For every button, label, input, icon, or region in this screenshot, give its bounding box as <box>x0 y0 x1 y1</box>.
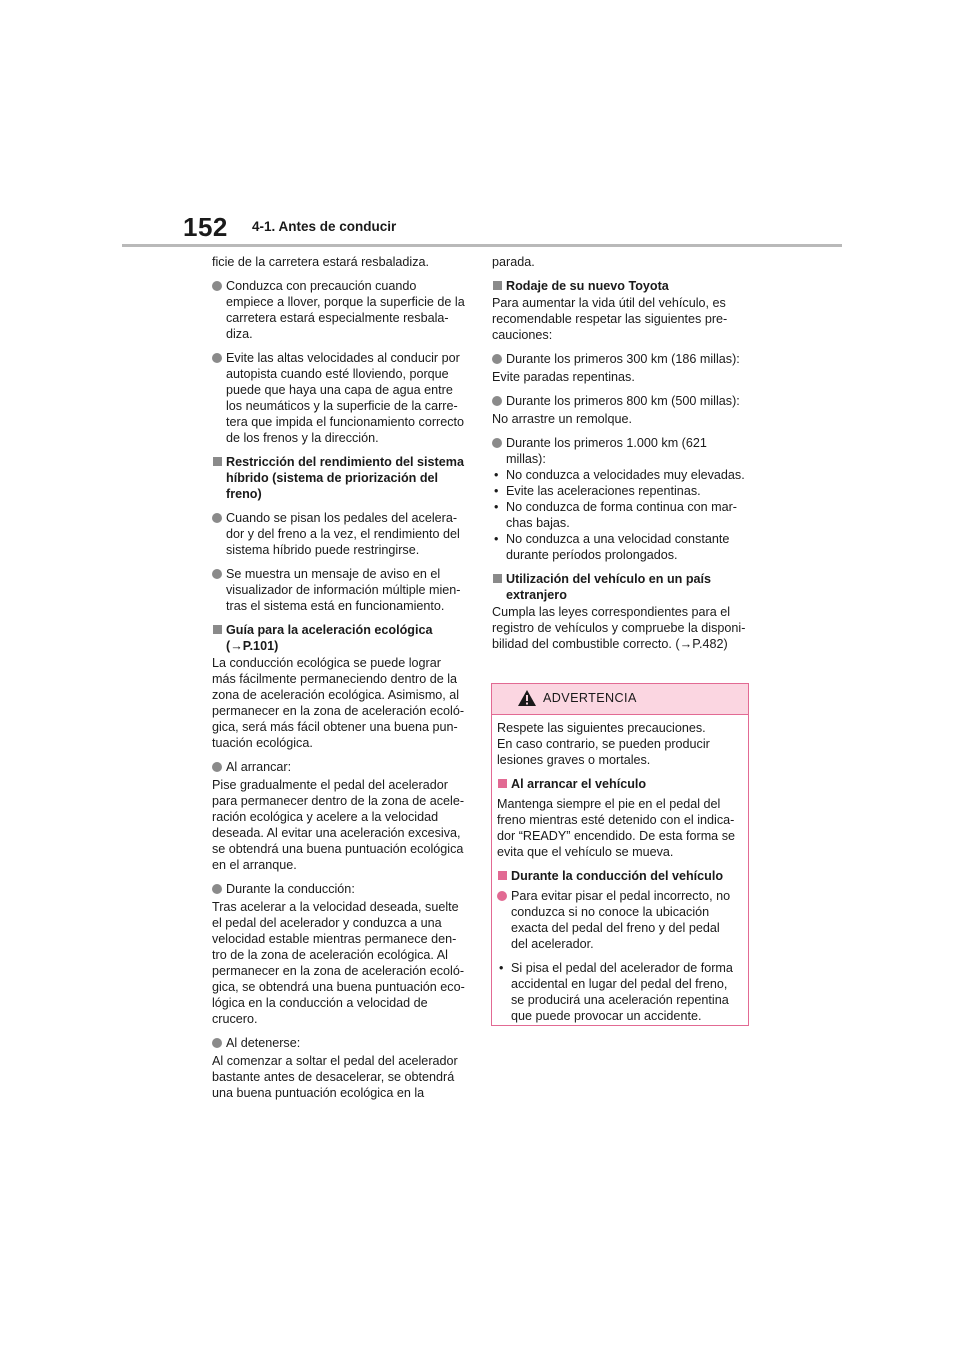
heading-square-icon <box>493 574 502 583</box>
bullet-pedals: Cuando se pisan los pedales del acelera- dor y del freno a la vez, el rendimiento del sistema híbrido puede restringirse. <box>212 510 468 558</box>
eco-guide-text: La conducción ecológica se puede lograr más fácilmente permaneciendo dentro de la zona de aceleración ecológica. Asimismo, al permanecer en la zona de aceleración ecoló- gica, será más fácil obtener una buena pun- tuación ecológica. <box>212 656 465 750</box>
heading-foreign-country: Utilización del vehículo en un país extranjero <box>492 571 754 603</box>
page-number: 152 <box>183 212 228 242</box>
page-reference-link[interactable]: bilidad del combustible correcto. (→P.482) <box>492 637 728 651</box>
page-header <box>0 0 960 250</box>
bullet-dot-icon <box>212 762 222 772</box>
list-item: • No conduzca de forma continua con mar- chas bajas. <box>494 500 738 530</box>
heading-square-icon <box>498 871 507 880</box>
warning-intro: Respete las siguientes precauciones. En caso contrario, se pueden producir lesiones graves o mortales. <box>497 721 710 767</box>
bullet-driving: Durante la conducción: <box>212 881 468 897</box>
continued-text: ficie de la carretera estará resbaladiza. <box>212 255 430 269</box>
bullet-stopping: Al detenerse: <box>212 1035 468 1051</box>
stopping-text: Al comenzar a soltar el pedal del acelerador bastante antes de desacelerar, se obtendrá una buena puntuación ecológica en la <box>212 1054 458 1100</box>
list-item: • Evite las aceleraciones repentinas. <box>494 484 701 498</box>
bullet-dot-icon <box>212 884 222 894</box>
driving-text: Tras acelerar a la velocidad deseada, suelte el pedal del acelerador y conduzca a una velocidad estable mientras permanece den- tro de la zona de aceleración ecológica. Al permanecer en la zona de aceleración ecoló- gica, se obtendrá una buena puntuación eco- lógica en la conducción a velocidad de crucero. <box>212 900 465 1026</box>
heading-hybrid-restriction: Restricción del rendimiento del sistema híbrido (sistema de priorización del freno) <box>212 454 468 502</box>
bullet-300km: Durante los primeros 300 km (186 millas): <box>492 351 754 367</box>
warning-title: ADVERTENCIA <box>543 691 637 705</box>
heading-square-icon <box>213 625 222 634</box>
section-title: 4-1. Antes de conducir <box>252 219 397 234</box>
break-in-text: Para aumentar la vida útil del vehículo, es recomendable respetar las siguientes pre- cauciones: <box>492 296 728 342</box>
warning-triangle-icon <box>517 689 537 707</box>
header-rule <box>122 244 842 247</box>
heading-square-icon <box>493 281 502 290</box>
list-item: • Si pisa el pedal del acelerador de forma accidental en lugar del pedal del freno, se producirá una aceleración repentina que puede provocar un accidente. <box>499 961 733 1023</box>
foreign-country-text: Cumpla las leyes correspondientes para el registro de vehículos y compruebe la disponi- bilidad del combustible correcto. (→P.482) <box>492 604 754 652</box>
starting-text: Pise gradualmente el pedal del acelerador para permanecer dentro de la zona de acele- ración ecológica y acelere a la velocidad deseada. Al evitar una aceleración excesiva, se obtendrá una buena puntuación ecológica en el arranque. <box>212 778 465 872</box>
bullet-dot-icon <box>497 891 507 901</box>
warning-bullet-pedal: Para evitar pisar el pedal incorrecto, no conduzca si no conoce la ubicación exacta del pedal del freno y del pedal del acelerador. <box>497 888 745 952</box>
bullet-starting: Al arrancar: <box>212 759 468 775</box>
page-reference-link[interactable]: (→P.101) <box>226 639 279 653</box>
warning-body <box>497 720 745 1024</box>
left-column <box>212 254 468 1109</box>
bullet-dot-icon <box>212 281 222 291</box>
heading-square-icon <box>213 457 222 466</box>
text-800km: No arrastre un remolque. <box>492 412 632 426</box>
bullet-dot-icon <box>492 396 502 406</box>
bullet-1000km: Durante los primeros 1.000 km (621 millas): <box>492 435 754 467</box>
list-item: • No conduzca a una velocidad constante durante períodos prolongados. <box>494 532 730 562</box>
bullet-wet-road: Conduzca con precaución cuando empiece a llover, porque la superficie de la carretera estará especialmente resbala- diza. <box>212 278 468 342</box>
bullet-dot-icon <box>212 353 222 363</box>
warning-heading-driving: Durante la conducción del vehículo <box>497 868 745 884</box>
heading-square-icon <box>498 779 507 788</box>
list-item: • No conduzca a velocidades muy elevadas. <box>494 468 745 482</box>
bullet-dot-icon <box>212 1038 222 1048</box>
bullet-high-speed: Evite las altas velocidades al conducir por autopista cuando esté lloviendo, porque puede que haya una capa de agua entre los neumáticos y la superficie de la carre- tera que impida el funcionamiento correcto de los frenos y la dirección. <box>212 350 468 446</box>
bullet-warning-message: Se muestra un mensaje de aviso en el visualizador de información múltiple mien- tras el sistema está en funcionamiento. <box>212 566 468 614</box>
text-300km: Evite paradas repentinas. <box>492 370 635 384</box>
bullet-dot-icon <box>212 569 222 579</box>
right-column <box>492 254 754 660</box>
heading-break-in: Rodaje de su nuevo Toyota <box>492 278 754 294</box>
bullet-dot-icon <box>492 438 502 448</box>
bullet-dot-icon <box>492 354 502 364</box>
warning-box <box>491 683 749 1026</box>
bullet-800km: Durante los primeros 800 km (500 millas): <box>492 393 754 409</box>
warning-header <box>492 684 748 715</box>
heading-eco-guide: Guía para la aceleración ecológica (→P.101) <box>212 622 468 654</box>
bullet-dot-icon <box>212 513 222 523</box>
continued-text: parada. <box>492 255 535 269</box>
warning-heading-starting: Al arrancar el vehículo <box>497 776 745 792</box>
warning-starting-text: Mantenga siempre el pie en el pedal del freno mientras esté detenido con el indica- dor “READY” encendido. De esta forma se evita que el vehículo se mueva. <box>497 797 735 859</box>
